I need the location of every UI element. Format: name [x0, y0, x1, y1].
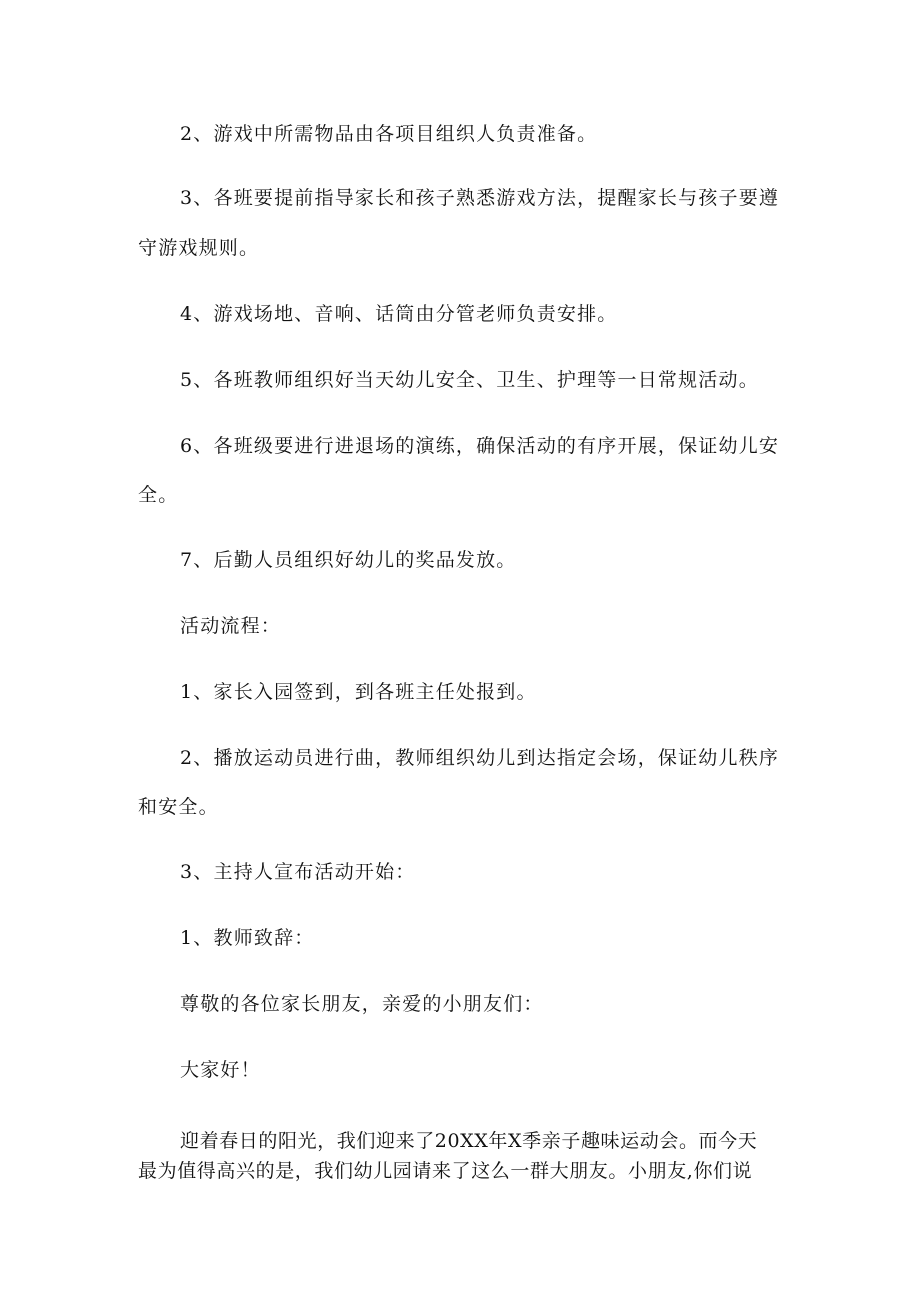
- flow-item-3-1: 1、教师致辞：: [180, 927, 315, 949]
- flow-item-2-line-1: 2、播放运动员进行曲，教师组织幼儿到达指定会场，保证幼儿秩序: [180, 747, 780, 769]
- item-6-line-2: 全。: [138, 484, 179, 506]
- flow-item-1: 1、家长入园签到，到各班主任处报到。: [180, 681, 537, 703]
- flow-heading: 活动流程：: [180, 615, 282, 637]
- item-7: 7、后勤人员组织好幼儿的奖品发放。: [180, 549, 517, 571]
- item-3-line-2: 守游戏规则。: [138, 237, 260, 259]
- speech-greeting: 大家好！: [180, 1059, 261, 1081]
- item-5: 5、各班教师组织好当天幼儿安全、卫生、护理等一日常规活动。: [180, 369, 759, 391]
- item-2: 2、游戏中所需物品由各项目组织人负责准备。: [180, 123, 598, 145]
- speech-paragraph-line-1: 迎着春日的阳光，我们迎来了20XX年X季亲子趣味运动会。而今天: [180, 1130, 758, 1152]
- item-6-line-1: 6、各班级要进行进退场的演练，确保活动的有序开展，保证幼儿安: [180, 435, 780, 457]
- flow-item-3: 3、主持人宣布活动开始：: [180, 861, 416, 883]
- flow-item-2-line-2: 和安全。: [138, 796, 219, 818]
- item-4: 4、游戏场地、音响、话筒由分管老师负责安排。: [180, 303, 618, 325]
- speech-salutation: 尊敬的各位家长朋友，亲爱的小朋友们：: [180, 993, 544, 1015]
- item-3-line-1: 3、各班要提前指导家长和孩子熟悉游戏方法，提醒家长与孩子要遵: [180, 187, 780, 209]
- speech-paragraph-line-2: 最为值得高兴的是，我们幼儿园请来了这么一群大朋友。小朋友,你们说: [138, 1160, 753, 1182]
